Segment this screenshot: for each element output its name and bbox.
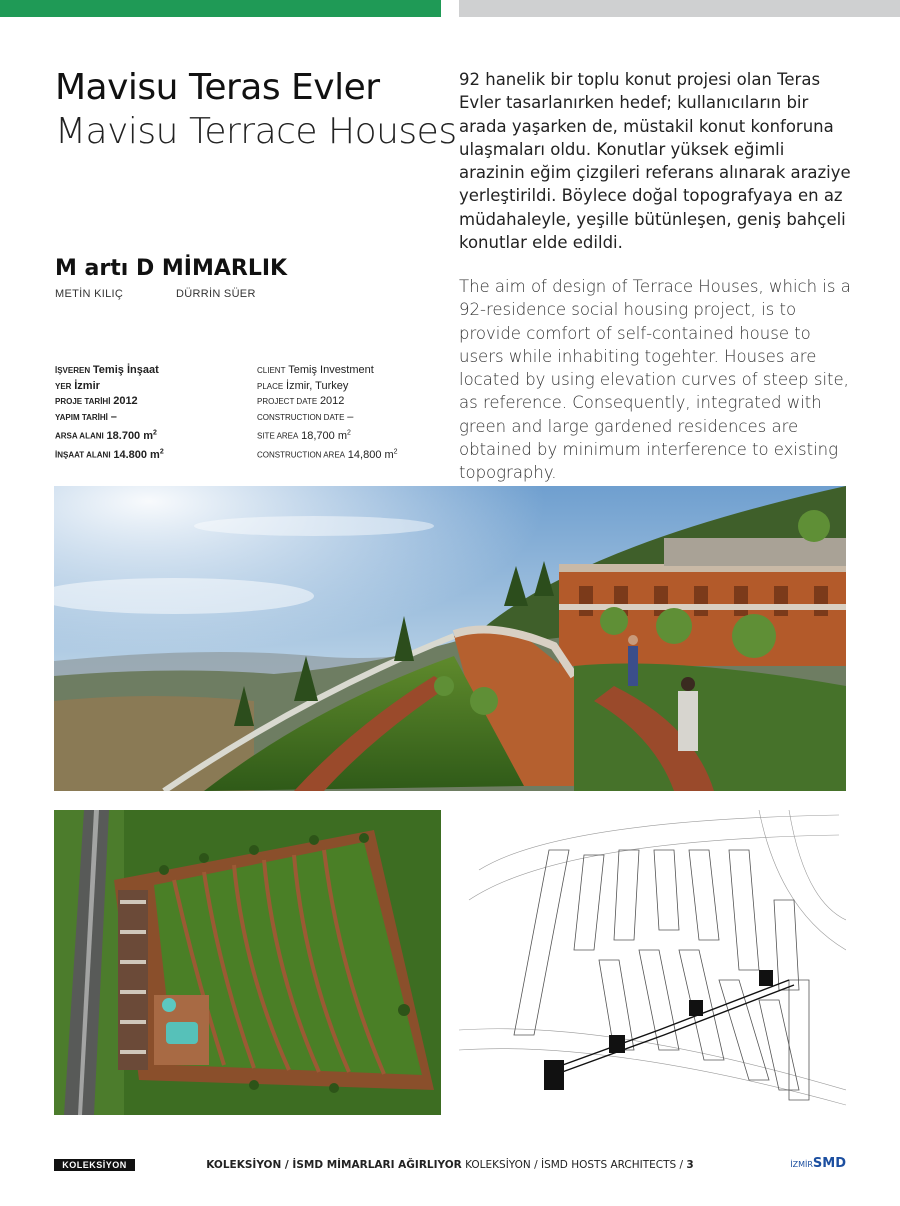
page-title-tr: Mavisu Teras Evler	[55, 67, 380, 108]
info-row-site-area: SITE AREA 18,700 $m^2$	[257, 429, 351, 442]
info-row-place: YER İzmir	[55, 379, 100, 392]
description-en: The aim of design of Terrace Houses, which is a 92-residence social housing project, is to provide comfort of self-contained house to users while inhabiting togehter. Houses are located by using elevation curves of steep site, as reference. Consequently, integrated with green and large gardened residences are obtained by minimum interference to existing topography.	[459, 277, 851, 483]
aerial-site-rendering	[54, 810, 441, 1115]
architect-name-2: DÜRRİN SÜER	[176, 288, 256, 300]
footer-caption: KOLEKSİYON / İSMD MİMARLARI AĞIRLIYOR KOLEKSİYON / İSMD HOSTS ARCHITECTS / 3	[206, 1159, 694, 1171]
info-row-project-date: PROJECT DATE 2012	[257, 395, 345, 407]
architect-firm: M artı D MİMARLIK	[55, 256, 288, 281]
izmir-smd-logo: İZMİRSMD	[790, 1156, 846, 1171]
perspective-rendering	[54, 486, 846, 791]
project-info-tr	[55, 363, 164, 463]
info-row-construction-area: CONSTRUCTION AREA 14,800 $m^2$	[257, 448, 398, 461]
project-info-en	[257, 363, 398, 463]
site-plan-drawing	[459, 810, 846, 1115]
info-row-place: PLACE İzmir, Turkey	[257, 379, 349, 392]
header-green-bar	[0, 0, 441, 17]
info-row-construction-area: İNŞAAT ALANI 14.800 $m^2$	[55, 448, 164, 461]
info-row-site-area: ARSA ALANI 18.700 $m^2$	[55, 429, 157, 442]
architect-name-1: METİN KILIÇ	[55, 288, 124, 300]
info-row-client: CLIENT Temiş Investment	[257, 364, 374, 376]
info-row-construction-date: CONSTRUCTION DATE –	[257, 410, 354, 423]
koleksiyon-logo: KOLEKSİYON	[54, 1159, 135, 1171]
info-row-construction-date: YAPIM TARİHİ –	[55, 410, 117, 423]
info-row-client: İŞVEREN Temiş İnşaat	[55, 364, 159, 376]
header-gray-bar	[459, 0, 900, 17]
info-row-project-date: PROJE TARİHİ 2012	[55, 395, 138, 407]
page-title-en: Mavisu Terrace Houses	[55, 111, 457, 152]
description-tr: 92 hanelik bir toplu konut projesi olan Teras Evler tasarlanırken hedef; kullanıcıların bir arada yaşarken de, müstakil konut konforuna ulaşmaları oldu. Konutlar yüksek eğimli arazinin eğim çizgileri referans alınarak araziye yerleştirildi. Böylece doğal topografyaya en az müdahaleyle, yeşille bütünleşen, geniş bahçeli konutlar elde edildi.	[459, 70, 851, 253]
